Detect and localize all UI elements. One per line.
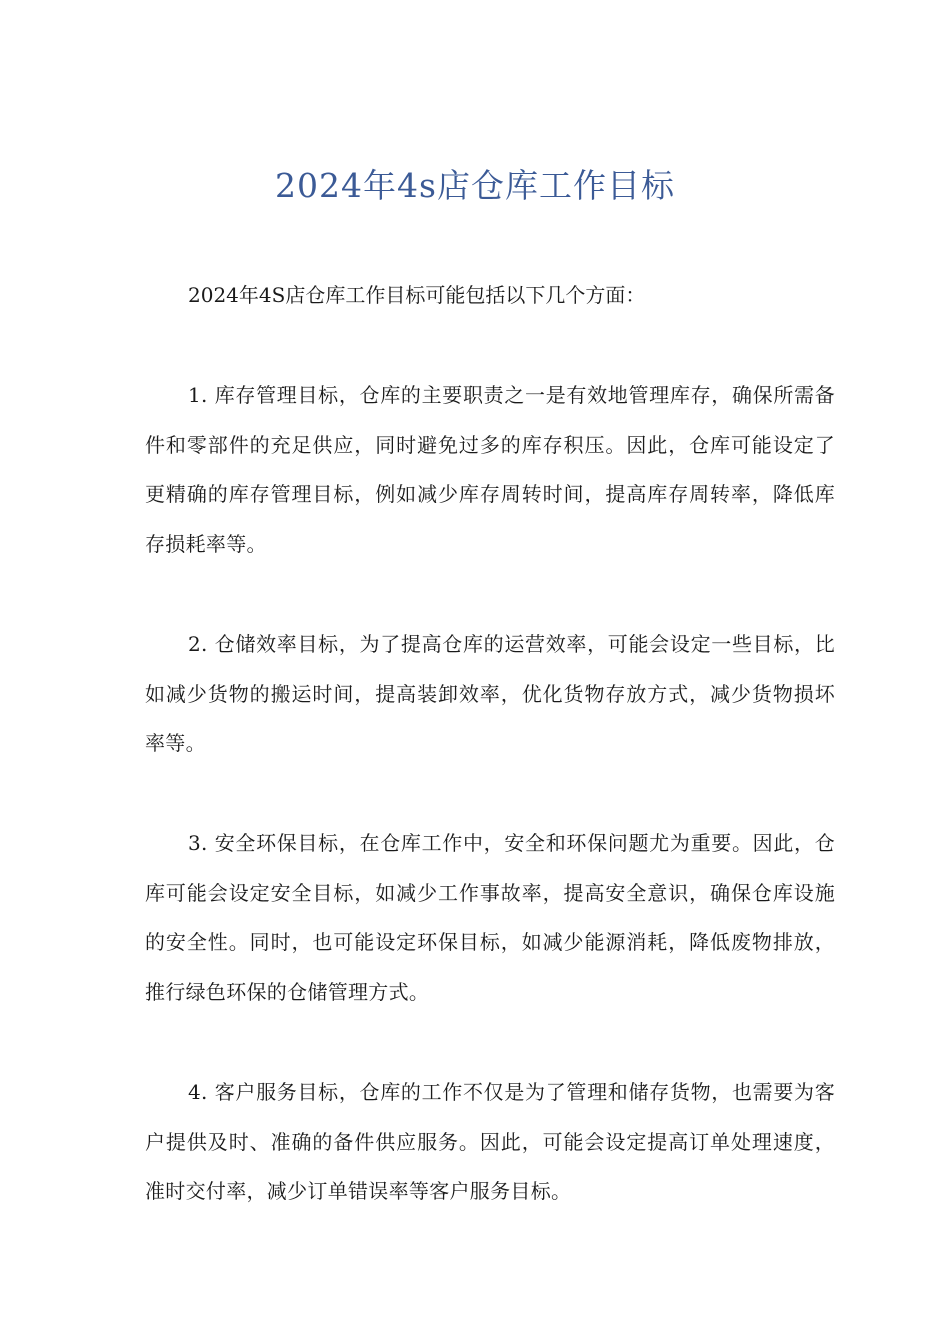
- goal-paragraph-inventory: 1. 库存管理目标，仓库的主要职责之一是有效地管理库存，确保所需备件和零部件的充足供应，同时避免过多的库存积压。因此，仓库可能设定了更精确的库存管理目标，例如减少库存周转时间，提高库存周转率，降低库存损耗率等。: [145, 383, 835, 556]
- goal-paragraph-efficiency: 2. 仓储效率目标，为了提高仓库的运营效率，可能会设定一些目标，比如减少货物的搬运时间，提高装卸效率，优化货物存放方式，减少货物损坏率等。: [145, 632, 835, 755]
- document-title: 2024年4s店仓库工作目标: [275, 166, 675, 206]
- intro-paragraph: 2024年4S店仓库工作目标可能包括以下几个方面：: [188, 283, 646, 307]
- goal-paragraph-safety: 3. 安全环保目标，在仓库工作中，安全和环保问题尤为重要。因此，仓库可能会设定安全目标，如减少工作事故率，提高安全意识，确保仓库设施的安全性。同时，也可能设定环保目标，如减少能源消耗，降低废物排放，推行绿色环保的仓储管理方式。: [145, 831, 835, 1004]
- goal-paragraph-customer-service: 4. 客户服务目标，仓库的工作不仅是为了管理和储存货物，也需要为客户提供及时、准确的备件供应服务。因此，可能会设定提高订单处理速度，准时交付率，减少订单错误率等客户服务目标。: [145, 1080, 835, 1203]
